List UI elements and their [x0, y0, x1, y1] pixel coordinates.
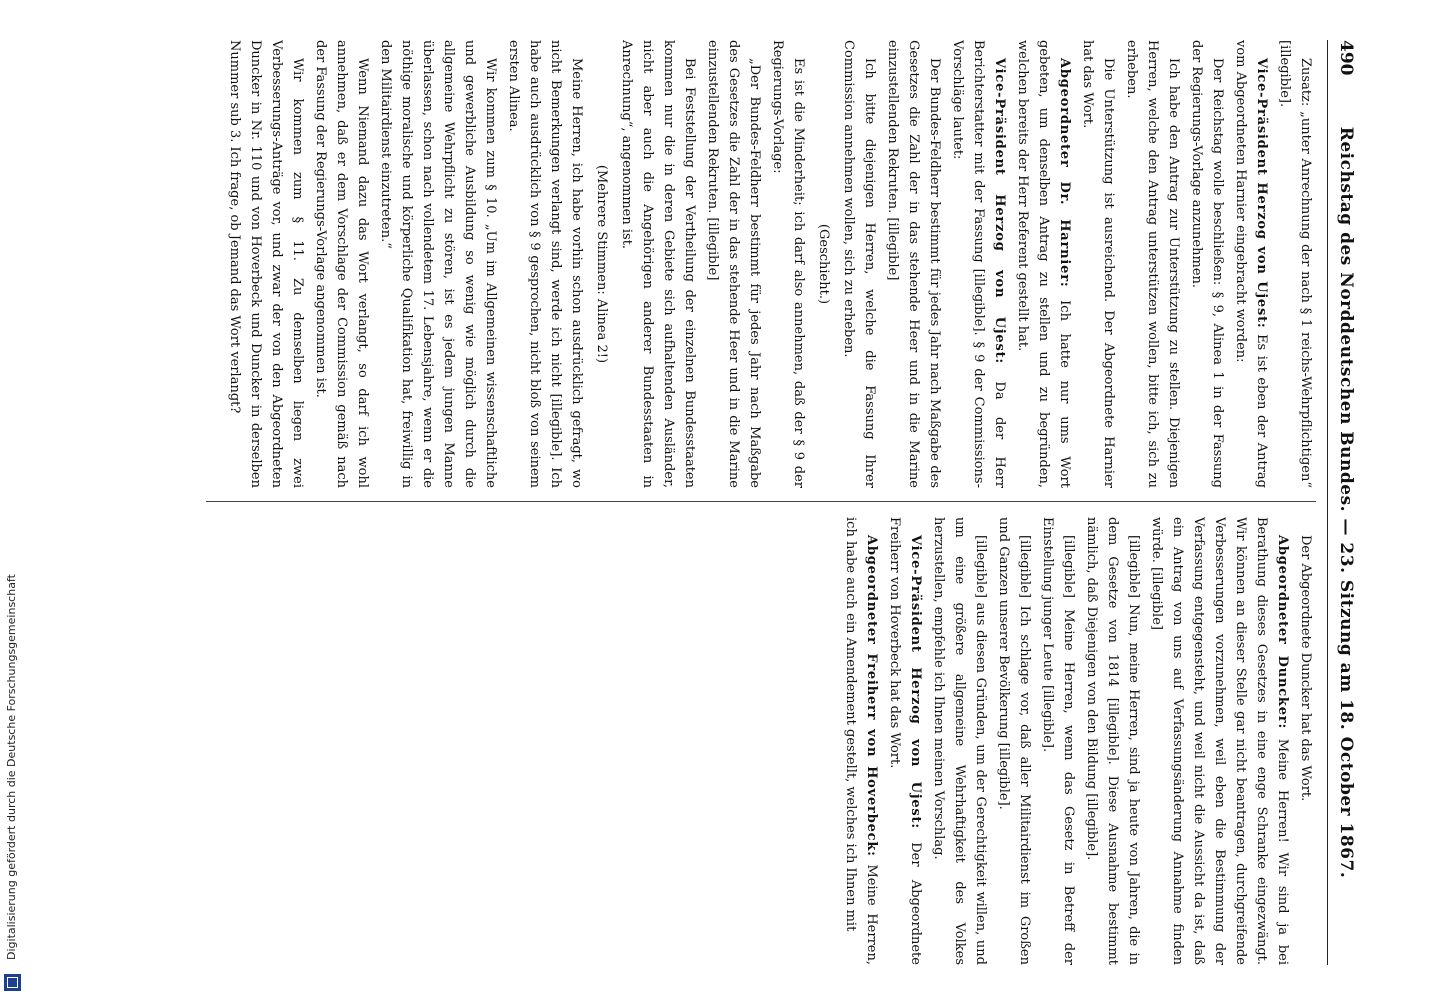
paragraph-text: Der Reichstag wolle beschließen: § 9, Alinea 1 in der Fassung der Regierungs-Vorlage anzunehmen. [1189, 40, 1225, 488]
paragraph-text: Der Bundes-Feldherr bestimmt für jedes Jahr nach Maßgabe des Gesetzes die Zahl der in das stehende Heer und in die Marine einzustellenden Rekruten. [illegible] [885, 40, 942, 488]
paragraph-text: Der Abgeordnete Freiherr von Hoverbeck hat das Wort. [887, 517, 923, 965]
paragraph-text: Wir kommen zum § 10. „Um im Allgemeinen wissenschaftliche und gewerbliche Ausbildung so wenig wie möglich durch die allgemeine Wehrpflicht zu stören, ist es jedem jungen Manne überlassen, schon nach vollendetem 17. Lebensjahre, wenn er die nöthige moralische und körperliche Qualifikation hat, freiwillig in den Militairdienst einzutreten.“ [378, 40, 498, 488]
paragraph-text: [illegible] aus diesen Gründen, um der Gerechtigkeit willen, und um eine größere allgemeine Wehrhaftigkeit des Volkes herzustellen, empfehle ich Ihnen meinen Vorschlag. [931, 517, 988, 965]
paragraph-text: Der Abgeordnete Duncker hat das Wort. [1298, 535, 1313, 802]
paragraph-text: Zusatz: „unter Anrechnung der nach § 1 reichs-Wehrpflichtigen“ [illegible]. [1277, 40, 1313, 488]
paragraph [947, 40, 1010, 488]
paragraph-text: „Der Bundes-Feldherr bestimmt für jedes Jahr nach Maßgabe des Gesetzes die Zahl der in das stehende Heer und in die Marine einzustellenden Rekruten. [illegible] [705, 40, 762, 488]
speaker-name: Vice-Präsident Herzog von Ujest: [908, 535, 923, 829]
speaker-name: Abgeordneter Dr. Harnier: [1057, 58, 1072, 288]
paragraph [503, 40, 587, 488]
speaker-name: Abgeordneter Freiherr von Hoverbeck: [864, 535, 879, 857]
paragraph [1146, 517, 1293, 965]
paragraph [1121, 40, 1184, 488]
paragraph [884, 517, 926, 965]
logo-box-icon [7, 977, 18, 988]
paragraph-text: Meine Herren, ich habe auch ein Amendement gestellt, welches ich Ihnen mit [843, 517, 879, 965]
paragraph [224, 40, 308, 488]
paragraph-text: Es ist eben der Antrag vom Abgeordneten Harnier eingebracht worden: [1233, 40, 1269, 488]
paragraph-text: [illegible] Nun, meine Herren, sind ja heute von Jahren, die in dem Gesetze von 1814 [illegible]. Diese Ausnahme bestimmt nämlich, daß Diejenigen von den Bildung [illegible]. [1084, 517, 1141, 965]
speaker-name: Vice-Präsident Herzog von Ujest: [992, 58, 1007, 365]
paragraph-text: Bei Feststellung der Vertheilung der einzelnen Bundesstaaten kommen nur die in deren Gebiete sich aufhaltenden Ausländer, nicht aber auch die Angehörigen anderer Bundesstaaten in Anrechnung“, angenommen ist. [619, 40, 697, 488]
paragraph-text: Wir kommen zum § 11. Zu demselben liegen zwei Verbesserungs-Anträge vor, und zwar der von den Abgeordneten Duncker in Nr. 110 und von Hoverbeck und Duncker in derselben Nummer sub 3. Ich frage, ob Jemand das Wort verlangt? [227, 40, 305, 488]
paragraph [928, 517, 991, 965]
speaker-name: Vice-Präsident Herzog von Ujest: [1254, 58, 1269, 329]
paragraph [882, 40, 945, 488]
column-divider [206, 501, 1316, 502]
paragraph [840, 517, 882, 965]
paragraph-text: Ich bitte diejenigen Herren, welche die Fassung Ihrer Commission annehmen wollen, sich zu erheben. [841, 40, 877, 488]
paragraph [1077, 40, 1119, 488]
right-column [106, 517, 1316, 965]
paragraph [1230, 40, 1272, 488]
running-title: Reichstag des Norddeutschen Bundes. — 23. Sitzung am 18. October 1867. [1336, 126, 1356, 879]
paragraph [1186, 40, 1228, 488]
paragraph [310, 40, 373, 488]
paragraph-text: [illegible] Meine Herren, wenn das Gesetz in Betreff der Einstellung junger Leute [illegible]. [1040, 517, 1076, 965]
dfg-logo [4, 974, 21, 991]
page-header [1330, 40, 1358, 965]
speaker-name: Abgeordneter Duncker: [1275, 535, 1290, 730]
paragraph [375, 40, 501, 488]
paragraph [993, 517, 1035, 965]
interjection [813, 40, 834, 488]
paragraph-text: (Mehrere Stimmen: Alinea 2!) [594, 164, 609, 364]
paragraph-text: (Geschieht.) [816, 223, 831, 305]
paragraph [616, 40, 700, 488]
paragraph-text: Die Unterstützung ist ausreichend. Der Abgeordnete Harnier hat das Wort. [1080, 40, 1116, 488]
interjection [591, 40, 612, 488]
page-number: 490 [1336, 40, 1356, 76]
paragraph-text: Meine Herren, ich habe vorhin schon ausdrücklich gefragt, wo nicht Bemerkungen verlangt sind, werde ich nicht [illegible]. Ich habe auch ausdrücklich von § 9 gesprochen, nicht bloß von seinem ersten Alinea. [506, 40, 584, 488]
left-column [106, 40, 1316, 488]
paragraph [702, 40, 765, 488]
paragraph-text: Meine Herren! Wir sind ja bei Berathung dieses Gesetzes in eine enge Schranke eingezwängt. Wir können an dieser Stelle gar nicht beantragen, durchgreifende Verbesserungen vorzunehmen, weil eben die Bestimmung der Verfassung entgegensteht, und weil nicht die Aussicht da ist, daß ein Antrag von uns auf Verfassungsänderung Annahme finden würde. [illegible] [1149, 517, 1290, 965]
paragraph-text: Es ist die Minderheit; ich darf also annehmen, daß der § 9 der Regierungs-Vorlage: [770, 40, 806, 488]
digitization-credit [2, 12, 22, 996]
paragraph-text: Wenn Niemand dazu das Wort verlangt, so darf ich wohl annehmen, daß er dem Vorschlage der Commission gemäß nach der Fassung der Regierungs-Vorlage angenommen ist. [313, 40, 370, 488]
paragraph [1295, 517, 1316, 965]
paragraph [1012, 40, 1075, 488]
paragraph [838, 40, 880, 488]
paragraph [1081, 517, 1144, 965]
paragraph [767, 40, 809, 488]
paragraph [1274, 40, 1316, 488]
paragraph [1037, 517, 1079, 965]
paragraph-text: [illegible] Ich schlage vor, daß aller Militairdienst im Großen und Ganzen unserer Bevölkerung [illegible]. [996, 517, 1032, 965]
header-rule [1327, 40, 1328, 965]
paragraph-text: Da der Herr Berichterstatter mit der Fassung [illegible]. § 9 der Commissions-Vorschläge lautet: [950, 40, 1007, 488]
paragraph-text: Ich hatte nur ums Wort gebeten, um denselben Antrag zu stellen und zu begründen, welchen bereits der Herr Referent gestellt hat. [1015, 40, 1072, 488]
paragraph-text: Ich habe den Antrag zur Unterstützung zu stellen. Diejenigen Herren, welche den Antrag unterstützen wollen, bitte ich, sich zu erheben. [1124, 40, 1181, 488]
credit-text: Digitalisierung gefördert durch die Deutsche Forschungsgemeinschaft [5, 574, 18, 960]
